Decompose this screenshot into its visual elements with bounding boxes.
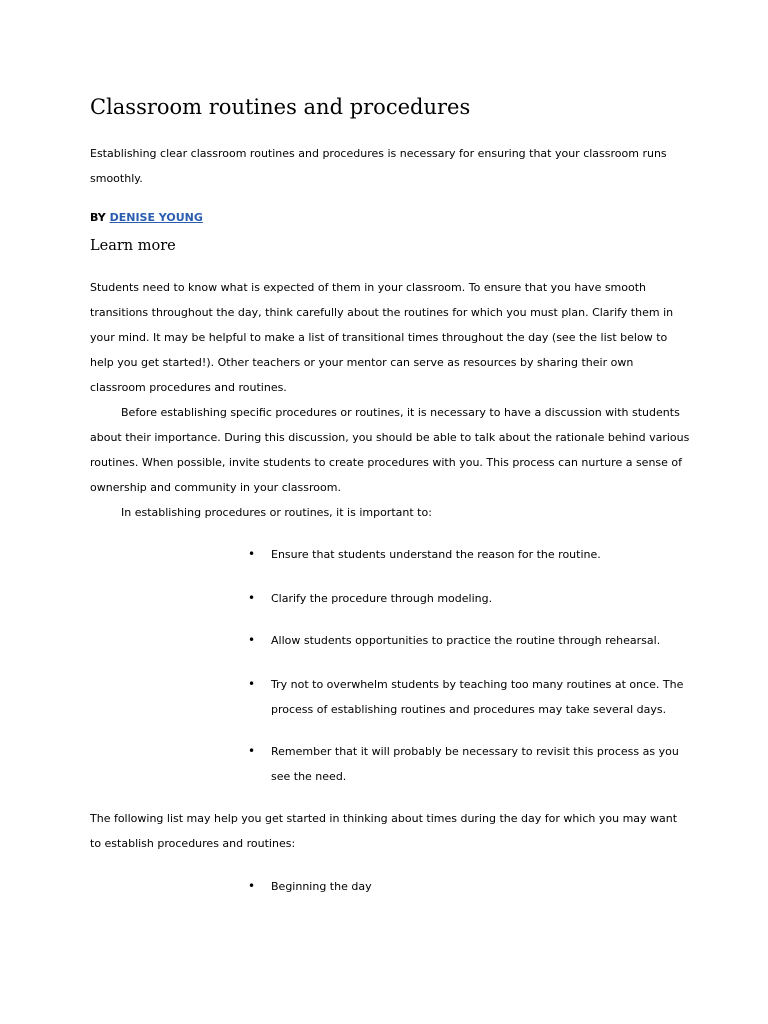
list-item-text: Beginning the day bbox=[271, 880, 372, 893]
author-link[interactable]: DENISE YOUNG bbox=[109, 211, 203, 224]
list-item bbox=[248, 672, 688, 722]
page-title: Classroom routines and procedures bbox=[90, 95, 471, 119]
important-points-list bbox=[248, 542, 688, 807]
discussion-paragraph: Before establishing specific procedures or routines, it is necessary to have a discussion with students about their importance. During this discussion, you should be able to talk about the rationale behind various routines. When possible, invite students to create procedures with you. This process can nurture a sense of ownership and community in your classroom. bbox=[90, 406, 690, 494]
list-item-text: Clarify the procedure through modeling. bbox=[271, 592, 493, 605]
list-item-text: Remember that it will probably be necessary to revisit this process as you see the need. bbox=[271, 745, 679, 783]
list-item-text: Try not to overwhelm students by teaching too many routines at once. The process of establishing routines and procedures may take several days. bbox=[271, 678, 684, 716]
list-item-text: Ensure that students understand the reason for the routine. bbox=[271, 548, 601, 561]
list-item bbox=[248, 542, 688, 567]
byline-prefix: BY bbox=[90, 211, 106, 224]
times-of-day-list bbox=[248, 874, 688, 899]
learn-more-heading: Learn more bbox=[90, 238, 176, 254]
list-item bbox=[248, 586, 688, 611]
important-to-paragraph: In establishing procedures or routines, it is important to: bbox=[121, 506, 432, 519]
bullet-icon: • bbox=[248, 879, 256, 893]
intro-paragraph: Students need to know what is expected of them in your classroom. To ensure that you have smooth transitions throughout the day, think carefully about the routines for which you must plan. Clarify them in your mind. It may be helpful to make a list of transitional times throughout the day (see the list below to help you get started!). Other teachers or your mentor can serve as resources by sharing their own classroom procedures and routines. bbox=[90, 281, 674, 394]
list-item bbox=[248, 874, 688, 899]
bullet-icon: • bbox=[248, 547, 256, 561]
bullet-icon: • bbox=[248, 633, 256, 647]
list-item-text: Allow students opportunities to practice the routine through rehearsal. bbox=[271, 634, 661, 647]
bullet-icon: • bbox=[248, 677, 256, 691]
following-list-paragraph: The following list may help you get started in thinking about times during the day for which you may want to establish procedures and routines: bbox=[90, 812, 678, 850]
lede-paragraph: Establishing clear classroom routines and procedures is necessary for ensuring that your classroom runs smoothly. bbox=[90, 147, 667, 185]
byline bbox=[90, 209, 203, 227]
bullet-icon: • bbox=[248, 591, 256, 605]
bullet-icon: • bbox=[248, 744, 256, 758]
list-item bbox=[248, 739, 688, 789]
list-item bbox=[248, 628, 688, 653]
